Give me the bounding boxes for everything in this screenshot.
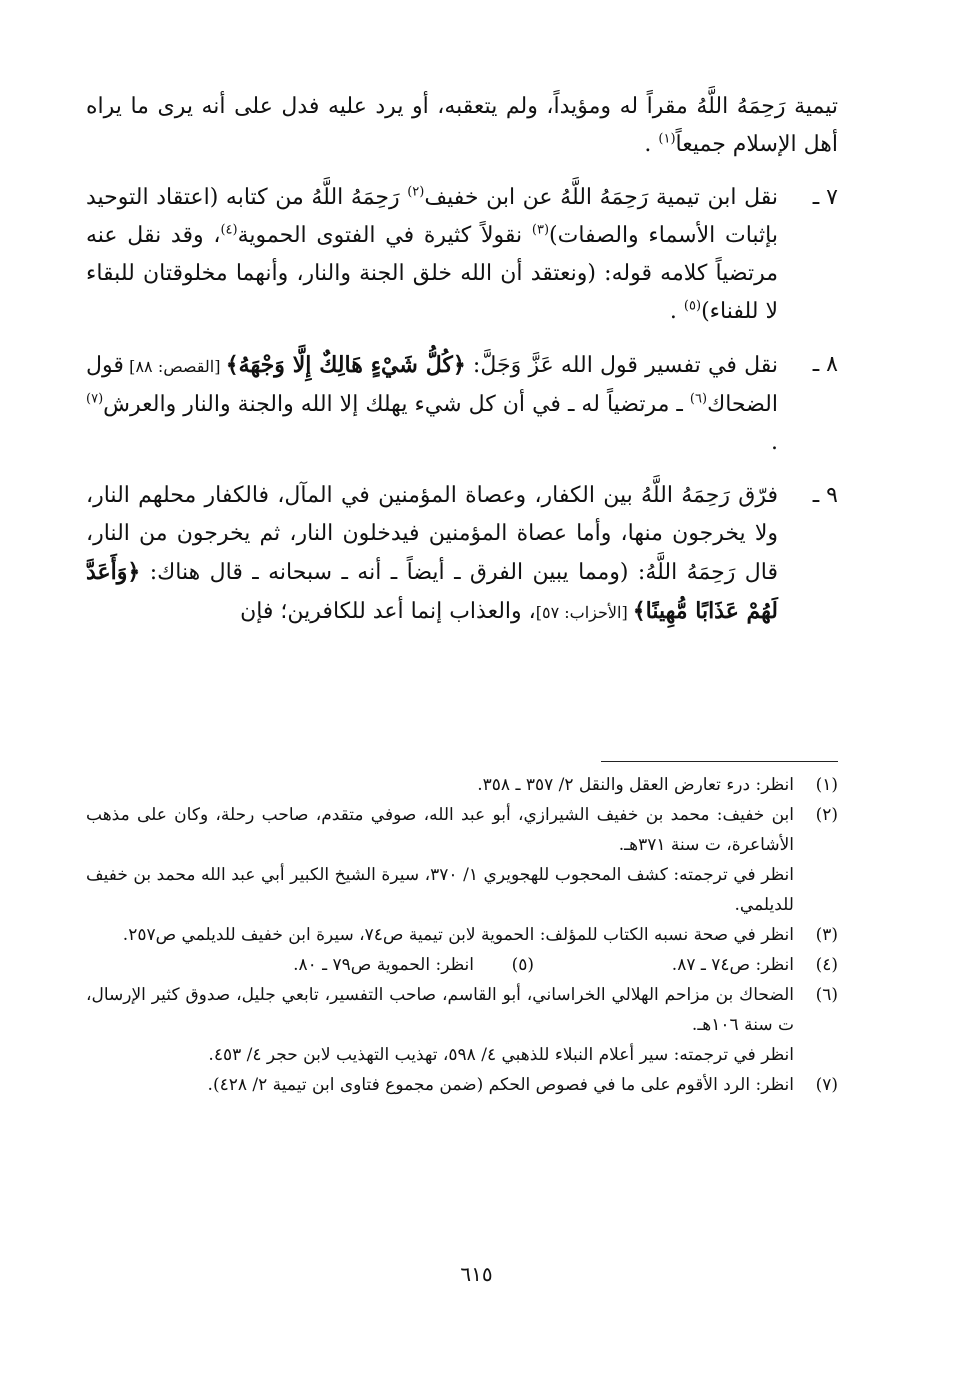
item-number: ٧ ـ <box>812 185 838 210</box>
item-number: ٩ ـ <box>812 483 838 508</box>
footnote-text: انظر في صحة نسبه الكتاب للمؤلف: الحموية لابن تيمية ص٧٤، سيرة ابن خفيف للديلمي ص٢٥٧. <box>122 925 794 945</box>
footnote-number: (٢) <box>815 805 838 825</box>
quran-verse: ﴿وَأَعَدَّ لَهُمْ عَذَابًا مُّهِينًا﴾ <box>86 559 778 624</box>
quran-verse: ﴿كُلُّ شَيْءٍ هَالِكٌ إِلَّا وَجْهَهُ﴾ <box>225 352 466 378</box>
verse-citation: [القصص: ٨٨] <box>123 357 226 376</box>
item-text: قول الضحاك <box>86 353 778 417</box>
item-text: نقل ابن تيمية رَحِمَهُ اللَّهُ عن ابن خفيف <box>424 185 778 210</box>
item-content <box>86 346 778 462</box>
footnote-text: انظر: الرد الأقوم على ما في فصوص الحكم (ضمن مجموع فتاوى ابن تيمية ٢/ ٤٢٨). <box>207 1075 794 1095</box>
footnotes <box>86 770 838 1100</box>
item-end: . <box>669 299 684 324</box>
item-text: نقل في تفسير قول الله عَزَّ وَجَلَّ: <box>465 353 778 378</box>
footnote-ref: (٤) <box>220 222 238 238</box>
footnote-text: ابن خفيف: محمد بن خفيف الشيرازي، أبو عبد الله، صوفي متقدم، صاحب رحلة، وكان على مذهب الأشاعرة، ت سنة ٣٧١هـ. <box>86 805 794 855</box>
footnote-3 <box>86 920 838 950</box>
footnote-7 <box>86 1070 838 1100</box>
footnote-ref: (٣) <box>531 222 550 238</box>
item-text: فرّق رَحِمَهُ اللَّهُ بين الكفار، وعصاة المؤمنين في المآل، فالكفار محلهم النار، ولا يخرجون منها، وأما عصاة المؤمنين فيدخلون النار، ثم يخرجون من النار، قال رَحِمَهُ اللَّهُ: (ومما يبين الفرق ـ أيضاً ـ أنه ـ سبحانه ـ قال هناك: <box>86 483 778 585</box>
verse-citation: [الأحزاب: ٥٧] <box>535 603 633 622</box>
item-text: ـ مرتضياً له ـ في أن كل شيء يهلك إلا الله والجنة والنار والعرش <box>103 392 690 417</box>
intro-end: . <box>644 132 659 157</box>
intro-paragraph <box>86 88 838 164</box>
footnote-number: (٧) <box>815 1075 838 1095</box>
main-text <box>86 88 838 632</box>
item-text: نقولاً كثيرة في الفتوى الحموية <box>237 223 532 248</box>
footnote-separator <box>601 761 838 762</box>
footnote-1 <box>86 770 838 800</box>
footnote-number: (١) <box>815 775 838 795</box>
numbered-item-9 <box>86 477 838 632</box>
item-text: ، وقد نقل عنه مرتضياً كلامه قوله: (ونعتقد أن الله خلق الجنة والنار، وأنهما مخلوقتان للبقاء لا للفناء) <box>86 223 778 324</box>
footnote-ref: (٧) <box>86 391 104 407</box>
footnote-text: انظر: الحموية ص٧٩ ـ ٨٠. <box>293 955 474 975</box>
footnote-ref: (٢) <box>407 184 425 200</box>
footnote-row-4-5 <box>86 950 838 980</box>
footnote-ref: (٥) <box>683 298 702 314</box>
footnote-2 <box>86 800 838 920</box>
footnote-number: (٣) <box>815 925 838 945</box>
footnote-text: انظر في ترجمته: سير أعلام النبلاء للذهبي ٤/ ٥٩٨، تهذيب التهذيب لابن حجر ٤/ ٤٥٣. <box>208 1045 794 1065</box>
item-text: رَحِمَهُ اللَّهُ من كتابه (اعتقاد التوحيد بإثبات الأسماء والصفات) <box>86 185 778 248</box>
footnote-ref: (٦) <box>689 391 708 407</box>
footnote-number: (٦) <box>815 985 838 1005</box>
item-content <box>86 477 778 632</box>
footnote-text: انظر: ص٧٤ ـ ٨٧. <box>671 955 794 975</box>
intro-text: تيمية رَحِمَهُ اللَّهُ مقراً له ومؤيداً، ولم يتعقبه، أو يرد عليه فدل على أنه يرى ما يراه أهل الإسلام جميعاً <box>86 94 838 157</box>
footnote-text: انظر: درء تعارض العقل والنقل ٢/ ٣٥٧ ـ ٣٥٨. <box>477 775 794 795</box>
footnote-ref: (١) <box>658 131 676 147</box>
item-text: ، والعذاب إنما أعد للكافرين؛ فإن <box>240 599 536 624</box>
footnote-6 <box>86 980 838 1070</box>
numbered-item-7 <box>86 179 838 331</box>
item-content <box>86 179 778 331</box>
numbered-item-8 <box>86 346 838 462</box>
footnote-body <box>86 800 794 920</box>
footnote-number: (٤) <box>815 955 838 975</box>
footnote-body <box>86 980 794 1070</box>
page-number: ٦١٥ <box>460 1262 493 1286</box>
footnote-text: انظر في ترجمته: كشف المحجوب للهجويري ١/ ٣٧٠، سيرة الشيخ الكبير أبي عبد الله محمد بن خفيف للديلمي. <box>86 865 794 915</box>
item-number: ٨ ـ <box>812 352 838 377</box>
item-end: . <box>771 430 778 455</box>
footnote-number: (٥) <box>511 955 534 975</box>
footnote-text: الضحاك بن مزاحم الهلالي الخراساني، أبو القاسم، صاحب التفسير، تابعي جليل، صدوق كثير الإرسال، ت سنة ١٠٦هـ. <box>86 985 794 1035</box>
